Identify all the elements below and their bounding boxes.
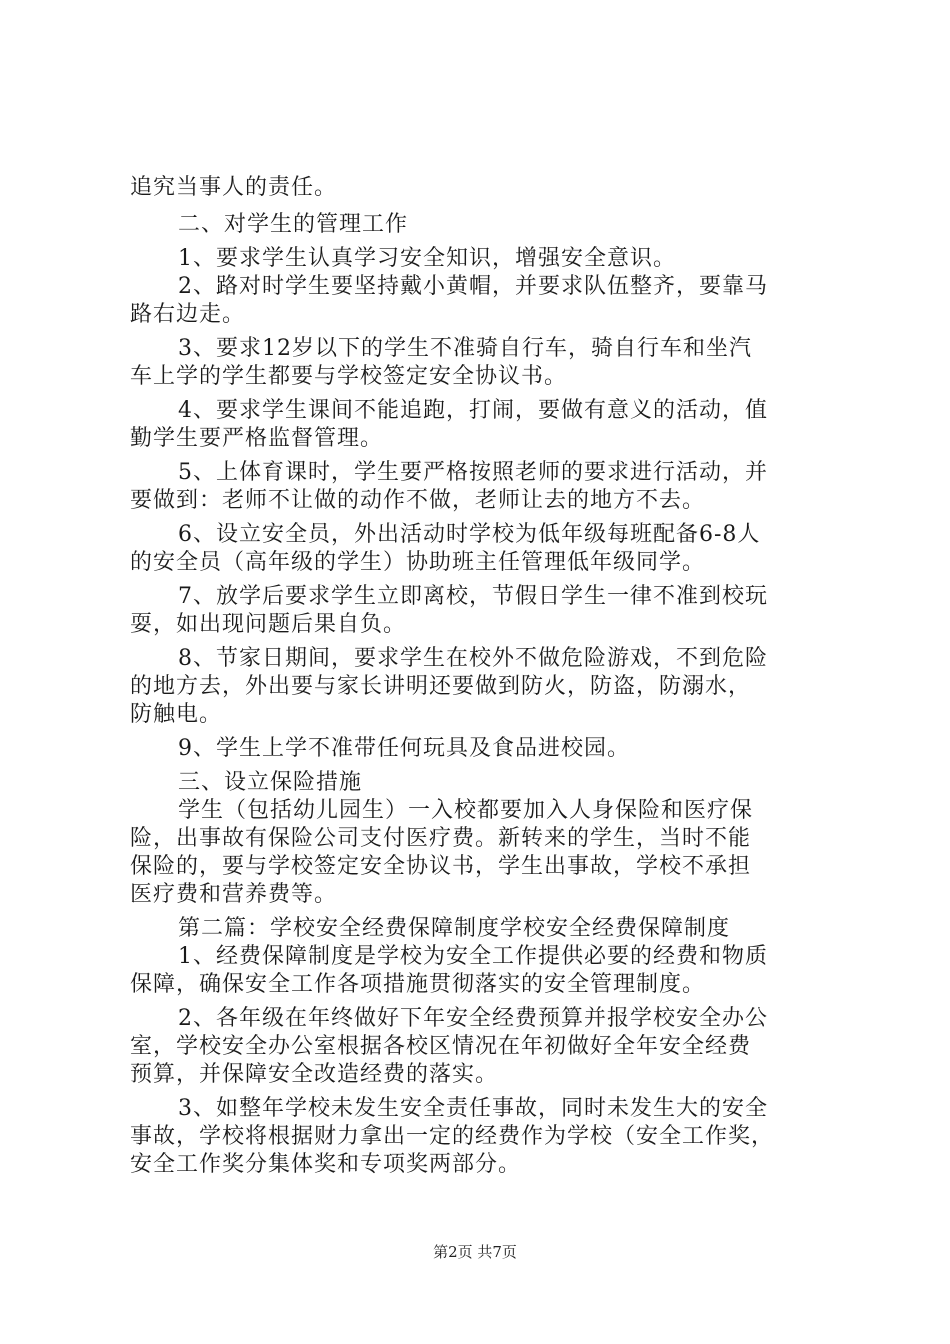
text-line: 防触电。: [130, 702, 223, 727]
text-line: 要做到：老师不让做的动作不做，老师让去的地方不去。: [130, 488, 706, 513]
text-line: 医疗费和营养费等。: [130, 882, 338, 907]
text-line: 2、路对时学生要坚持戴小黄帽，并要求队伍整齐，要靠马: [178, 274, 768, 299]
text-line: 学生（包括幼儿园生）一入校都要加入人身保险和医疗保: [178, 798, 754, 823]
text-line: 3、要求12岁以下的学生不准骑自行车，骑自行车和坐汽: [178, 336, 752, 361]
section-heading: 第二篇：学校安全经费保障制度学校安全经费保障制度: [178, 916, 731, 941]
section-heading: 三、设立保险措施: [178, 770, 363, 795]
text-line: 1、要求学生认真学习安全知识，增强安全意识。: [178, 246, 676, 271]
text-line: 4、要求学生课间不能追跑，打闹，要做有意义的活动，值: [178, 398, 768, 423]
text-line: 耍，如出现问题后果自负。: [130, 612, 407, 637]
text-line: 保险的，要与学校签定安全协议书，学生出事故，学校不承担: [130, 854, 752, 879]
text-line: 预算，并保障安全改造经费的落实。: [130, 1062, 499, 1087]
text-line: 1、经费保障制度是学校为安全工作提供必要的经费和物质: [178, 944, 768, 969]
text-line: 6、设立安全员，外出活动时学校为低年级每班配备6-8人: [178, 522, 761, 547]
text-line: 保障，确保安全工作各项措施贯彻落实的安全管理制度。: [130, 972, 706, 997]
text-line: 8、节家日期间，要求学生在校外不做危险游戏，不到危险: [178, 646, 768, 671]
text-line: 安全工作奖分集体奖和专项奖两部分。: [130, 1152, 522, 1177]
page-number: 第2页 共7页: [433, 1243, 517, 1261]
text-line: 9、学生上学不准带任何玩具及食品进校园。: [178, 736, 630, 761]
text-line: 室，学校安全办公室根据各校区情况在年初做好全年安全经费: [130, 1034, 752, 1059]
text-line: 7、放学后要求学生立即离校，节假日学生一律不准到校玩: [178, 584, 768, 609]
text-line: 3、如整年学校未发生安全责任事故，同时未发生大的安全: [178, 1096, 768, 1121]
text-line: 5、上体育课时，学生要严格按照老师的要求进行活动，并: [178, 460, 768, 485]
text-line: 2、各年级在年终做好下年安全经费预算并报学校安全办公: [178, 1006, 768, 1031]
text-line: 险，出事故有保险公司支付医疗费。新转来的学生，当时不能: [130, 826, 752, 851]
text-line: 的安全员（高年级的学生）协助班主任管理低年级同学。: [130, 550, 706, 575]
text-line: 勤学生要严格监督管理。: [130, 426, 384, 451]
text-line: 路右边走。: [130, 302, 246, 327]
text-line: 车上学的学生都要与学校签定安全协议书。: [130, 364, 568, 389]
section-heading: 二、对学生的管理工作: [178, 212, 409, 237]
text-line: 追究当事人的责任。: [130, 175, 338, 200]
text-line: 的地方去，外出要与家长讲明还要做到防火，防盗，防溺水，: [130, 674, 752, 699]
text-line: 事故，学校将根据财力拿出一定的经费作为学校（安全工作奖，: [130, 1124, 775, 1149]
